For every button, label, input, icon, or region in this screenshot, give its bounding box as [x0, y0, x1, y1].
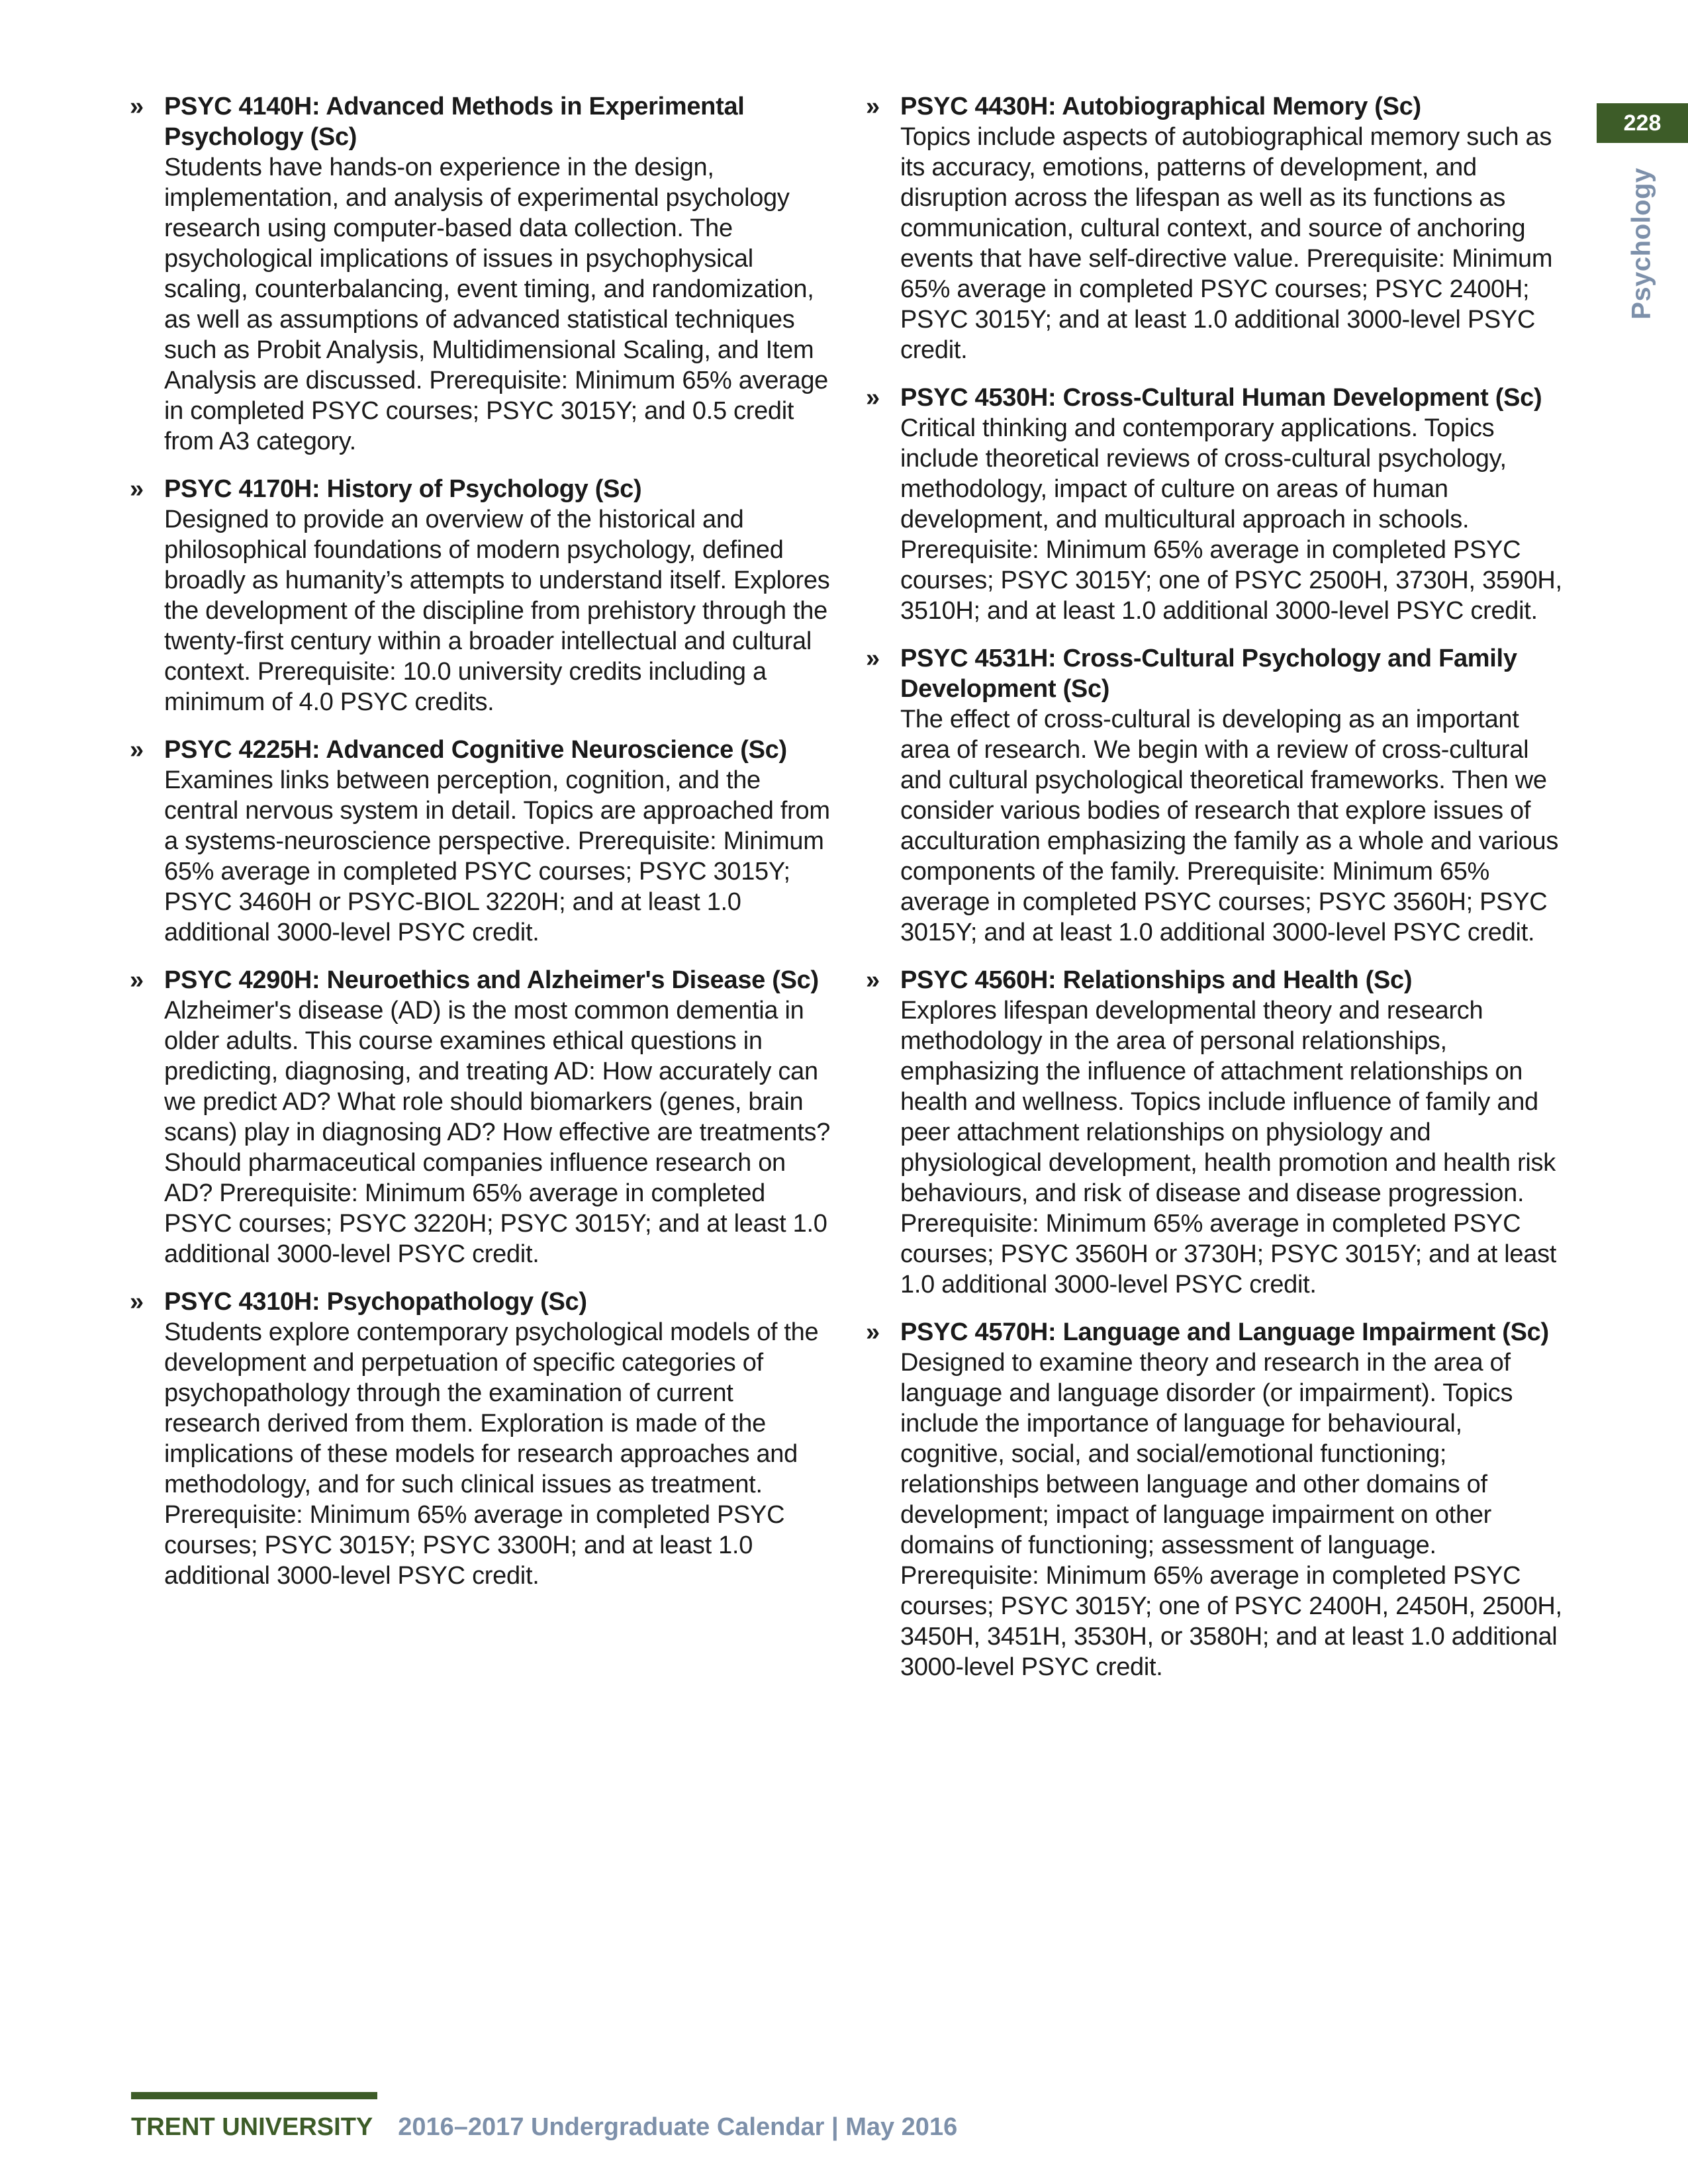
course-description: Designed to examine theory and research in the area of language and language disorder (or impairment). Topics include the importance of language for behavioural, cognitive, social, and social/emotional functioning; relationships between language and other domains of development; impact of language impairment on other domains of functioning; assessment of language. Prerequisite: Minimum 65% average in completed PSYC courses; PSYC 3015Y; one of PSYC 2400H, 2450H, 2500H, 3450H, 3451H, 3530H, or 3580H; and at least 1.0 additional 3000-level PSYC credit. [900, 1349, 1562, 1681]
right-column [866, 91, 1568, 1700]
course-title: PSYC 4290H: Neuroethics and Alzheimer's Disease (Sc) [164, 966, 819, 994]
course-title: PSYC 4225H: Advanced Cognitive Neuroscience (Sc) [164, 736, 787, 764]
course-description: Topics include aspects of autobiographical memory such as its accuracy, emotions, patterns of development, and disruption across the lifespan as well as its functions as communication, cultural context, and source of anchoring events that have self-directive value. Prerequisite: Minimum 65% average in completed PSYC courses; PSYC 2400H; PSYC 3015Y; and at least 1.0 additional 3000-level PSYC credit. [900, 123, 1553, 364]
course-description: Students have hands-on experience in the design, implementation, and analysis of experimental psychology research using computer-based data collection. The psychological implications of issues in psychophysical scaling, counterbalancing, event timing, and randomization, as well as assumptions of advanced statistical techniques such as Probit Analysis, Multidimensional Scaling, and Item Analysis are discussed. Prerequisite: Minimum 65% average in completed PSYC courses; PSYC 3015Y; and 0.5 credit from A3 category. [164, 154, 829, 455]
course-description: Alzheimer's disease (AD) is the most common dementia in older adults. This course examines ethical questions in predicting, diagnosing, and treating AD: How accurately can we predict AD? What role should biomarkers (genes, brain scans) play in diagnosing AD? How effective are treatments? Should pharmaceutical companies influence research on AD? Prerequisite: Minimum 65% average in completed PSYC courses; PSYC 3220H; PSYC 3015Y; and at least 1.0 additional 3000-level PSYC credit. [164, 997, 831, 1268]
bullet-marker: » [866, 384, 880, 412]
course-entry [866, 965, 1568, 1300]
bullet-marker: » [130, 1288, 144, 1316]
footer-rule [131, 2092, 377, 2099]
bullet-marker: » [130, 475, 144, 503]
course-entry [866, 643, 1568, 948]
course-title: PSYC 4170H: History of Psychology (Sc) [164, 475, 642, 503]
course-entry [130, 474, 831, 717]
course-entry [866, 91, 1568, 365]
course-title: PSYC 4430H: Autobiographical Memory (Sc) [900, 93, 1421, 120]
bullet-marker: » [866, 645, 880, 672]
bullet-marker: » [866, 1318, 880, 1346]
page-number-badge: 228 [1597, 103, 1688, 143]
course-entry [866, 1317, 1568, 1682]
left-column [130, 91, 831, 1608]
course-title: PSYC 4531H: Cross-Cultural Psychology and Family Development (Sc) [900, 645, 1517, 703]
bullet-marker: » [866, 93, 880, 120]
section-label: Psychology [1626, 167, 1656, 320]
footer-calendar: 2016–2017 Undergraduate Calendar | May 2016 [398, 2113, 958, 2141]
course-description: The effect of cross-cultural is developing as an important area of research. We begin with a review of cross-cultural and cultural psychological theoretical frameworks. Then we consider various bodies of research that explore issues of acculturation emphasizing the family as a whole and various components of the family. Prerequisite: Minimum 65% average in completed PSYC courses; PSYC 3560H; PSYC 3015Y; and at least 1.0 additional 3000-level PSYC credit. [900, 705, 1559, 946]
footer [131, 2111, 957, 2143]
bullet-marker: » [130, 736, 144, 764]
footer-university: TRENT UNIVERSITY [131, 2113, 373, 2141]
course-description: Explores lifespan developmental theory and research methodology in the area of personal relationships, emphasizing the influence of attachment relationships on health and wellness. Topics include influence of family and peer attachment relationships on physiology and physiological development, health promotion and health risk behaviours, and risk of disease and disease progression. Prerequisite: Minimum 65% average in completed PSYC courses; PSYC 3560H or 3730H; PSYC 3015Y; and at least 1.0 additional 3000-level PSYC credit. [900, 997, 1557, 1298]
course-entry [130, 91, 831, 457]
bullet-marker: » [130, 966, 144, 994]
course-description: Critical thinking and contemporary applications. Topics include theoretical reviews of cross-cultural psychology, methodology, impact of culture on areas of human development, and multicultural approach in schools. Prerequisite: Minimum 65% average in completed PSYC courses; PSYC 3015Y; one of PSYC 2500H, 3730H, 3590H, 3510H; and at least 1.0 additional 3000-level PSYC credit. [900, 414, 1562, 625]
course-description: Designed to provide an overview of the historical and philosophical foundations of modern psychology, defined broadly as humanity’s attempts to understand itself. Explores the development of the discipline from prehistory through the twenty-first century within a broader intellectual and cultural context. Prerequisite: 10.0 university credits including a minimum of 4.0 PSYC credits. [164, 506, 830, 716]
course-description: Examines links between perception, cognition, and the central nervous system in detail. Topics are approached from a systems-neuroscience perspective. Prerequisite: Minimum 65% average in completed PSYC courses; PSYC 3015Y; PSYC 3460H or PSYC-BIOL 3220H; and at least 1.0 additional 3000-level PSYC credit. [164, 766, 830, 946]
course-title: PSYC 4310H: Psychopathology (Sc) [164, 1288, 587, 1316]
course-title: PSYC 4560H: Relationships and Health (Sc) [900, 966, 1413, 994]
course-description: Students explore contemporary psychological models of the development and perpetuation of specific categories of psychopathology through the examination of current research derived from them. Exploration is made of the implications of these models for research approaches and methodology, and for such clinical issues as treatment. Prerequisite: Minimum 65% average in completed PSYC courses; PSYC 3015Y; PSYC 3300H; and at least 1.0 additional 3000-level PSYC credit. [164, 1318, 819, 1590]
course-entry [130, 1287, 831, 1591]
course-entry [130, 735, 831, 948]
course-entry [866, 383, 1568, 626]
course-title: PSYC 4570H: Language and Language Impairment (Sc) [900, 1318, 1549, 1346]
bullet-marker: » [130, 93, 144, 120]
course-title: PSYC 4530H: Cross-Cultural Human Development (Sc) [900, 384, 1542, 412]
course-title: PSYC 4140H: Advanced Methods in Experimental Psychology (Sc) [164, 93, 745, 151]
course-entry [130, 965, 831, 1269]
bullet-marker: » [866, 966, 880, 994]
